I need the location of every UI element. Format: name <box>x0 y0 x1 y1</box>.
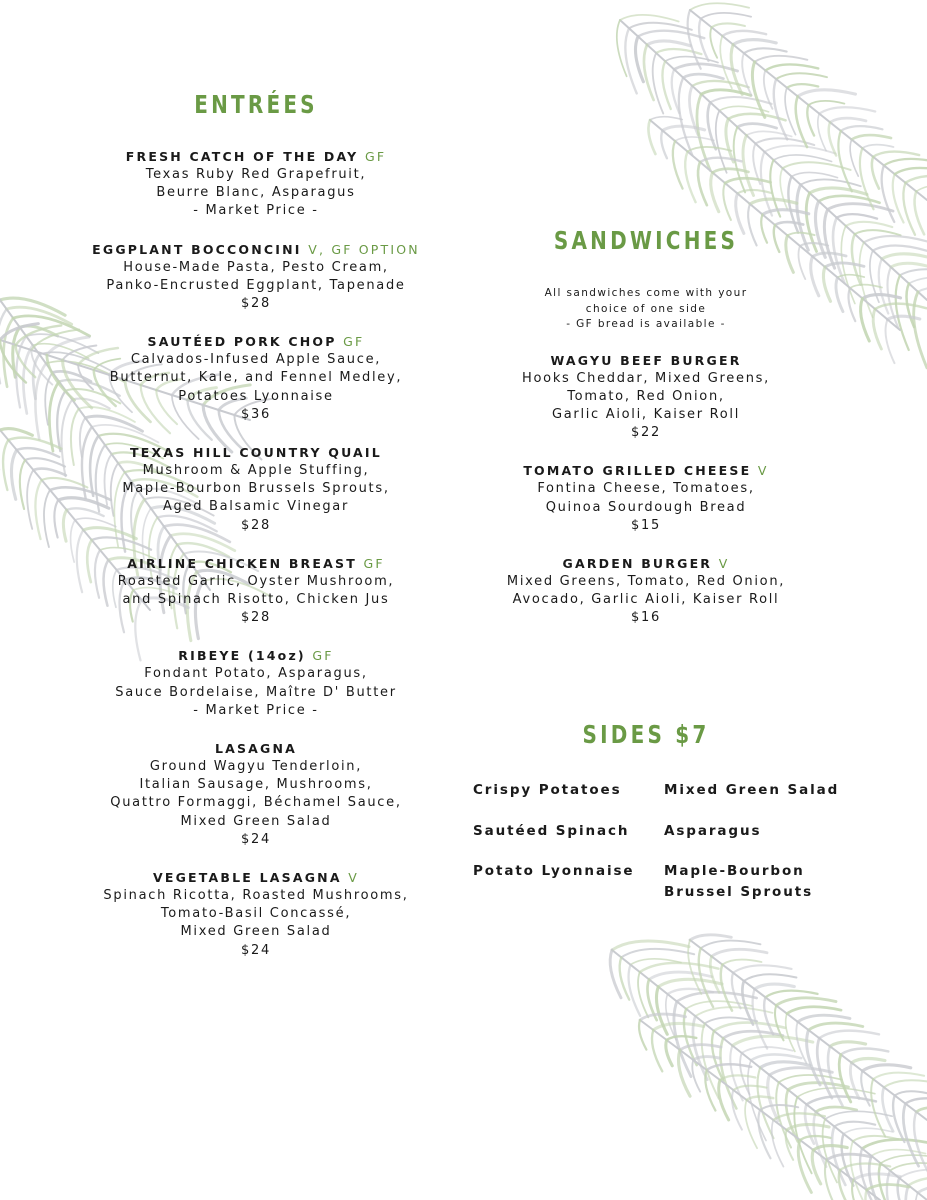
item-description: Tomato-Basil Concassé, <box>160 906 352 922</box>
side-item <box>664 861 864 902</box>
item-description: Italian Sausage, Mushrooms, <box>139 777 373 793</box>
side-item-label: Potato Lyonnaise <box>473 863 635 879</box>
item-name-text: TOMATO GRILLED CHEESE <box>523 463 752 479</box>
item-description: House-Made Pasta, Pesto Cream, <box>123 259 389 275</box>
item-name <box>476 462 816 480</box>
item-description: Garlic Aioli, Kaiser Roll <box>551 406 741 422</box>
side-item-label: Maple-Bourbon <box>664 863 805 879</box>
sandwiches-note <box>476 286 816 333</box>
diet-tag: V, GF OPTION <box>308 241 420 257</box>
item-price: $24 <box>241 831 271 847</box>
item-price: - Market Price - <box>193 702 319 718</box>
note-line: - GF bread is available - <box>566 318 726 330</box>
item-description: and Spinach Risotto, Chicken Jus <box>122 592 390 608</box>
item-description: Texas Ruby Red Grapefruit, <box>145 167 367 182</box>
item-description: Spinach Ricotta, Roasted Mushrooms, <box>103 888 409 904</box>
item-description: Panko-Encrusted Eggplant, Tapenade <box>106 277 406 293</box>
menu-item <box>86 555 426 628</box>
menu-item <box>86 740 426 849</box>
diet-tag: GF <box>312 648 334 664</box>
item-description: Mixed Greens, Tomato, Red Onion, <box>506 573 786 589</box>
side-item-label: Sautéed Spinach <box>473 822 630 839</box>
item-price: $28 <box>241 517 271 533</box>
side-item-label: Brussel Sprouts <box>664 883 814 900</box>
side-item-label: Crispy Potatoes <box>473 782 622 798</box>
item-name-text: SAUTÉED PORK CHOP <box>147 334 337 350</box>
diet-tag: GF <box>364 149 387 164</box>
item-price: $24 <box>241 942 271 958</box>
side-item <box>664 821 864 842</box>
sides-grid <box>473 780 864 902</box>
item-description: Tomato, Red Onion, <box>567 388 725 404</box>
item-name-text: RIBEYE (14oz) <box>178 648 306 664</box>
item-price: $16 <box>631 610 661 626</box>
side-item <box>664 780 864 801</box>
item-name <box>86 148 426 166</box>
item-description: Aged Balsamic Vinegar <box>162 499 350 515</box>
side-item <box>473 861 664 902</box>
diet-tag: GF <box>343 334 365 350</box>
item-name-text: GARDEN BURGER <box>562 555 713 571</box>
note-line: choice of one side <box>585 302 707 315</box>
item-name <box>86 555 426 573</box>
menu-item <box>86 444 426 535</box>
item-description: Butternut, Kale, and Fennel Medley, <box>109 370 403 386</box>
sides-title: SIDES $7 <box>582 720 710 749</box>
side-item <box>473 821 664 842</box>
side-item-label: Mixed Green Salad <box>664 782 840 798</box>
menu-item <box>476 555 816 628</box>
item-description: Avocado, Garlic Aioli, Kaiser Roll <box>512 592 780 608</box>
item-name <box>86 740 426 758</box>
sandwiches-title: SANDWICHES <box>553 226 739 255</box>
branch-bottom-right <box>610 935 927 1200</box>
menu-item <box>86 647 426 720</box>
item-description: Calvados-Infused Apple Sauce, <box>130 352 382 368</box>
item-name-text: VEGETABLE LASAGNA <box>152 870 342 886</box>
item-price: - Market Price - <box>193 203 319 219</box>
sandwiches-column <box>476 224 816 648</box>
item-name-text: WAGYU BEEF BURGER <box>550 352 742 368</box>
item-description: Roasted Garlic, Oyster Mushroom, <box>117 573 395 589</box>
diet-tag: V <box>718 555 730 571</box>
item-price: $28 <box>241 610 271 626</box>
menu-item <box>86 148 426 221</box>
item-description: Quinoa Sourdough Bread <box>545 499 747 515</box>
entrees-column <box>86 88 426 980</box>
item-description: Quattro Formaggi, Béchamel Sauce, <box>110 795 402 811</box>
item-price: $15 <box>631 517 661 533</box>
item-description: Mushroom & Apple Stuffing, <box>142 463 370 479</box>
entrees-title: ENTRÉES <box>194 90 318 119</box>
item-name-text: AIRLINE CHICKEN BREAST <box>127 555 357 571</box>
side-item <box>473 780 664 801</box>
side-item-label: Asparagus <box>664 822 762 839</box>
menu-item <box>476 352 816 443</box>
menu-item <box>86 869 426 960</box>
menu-item <box>86 241 426 314</box>
item-name-text: LASAGNA <box>214 741 298 757</box>
item-name <box>476 352 816 370</box>
item-price: $22 <box>631 425 661 441</box>
item-name <box>86 241 426 259</box>
entrees-list <box>86 148 426 960</box>
item-description: Maple-Bourbon Brussels Sprouts, <box>122 481 390 497</box>
item-name <box>476 555 816 573</box>
item-description: Beurre Blanc, Asparagus <box>156 185 356 201</box>
item-name <box>86 444 426 462</box>
note-line: All sandwiches come with your <box>544 287 748 299</box>
menu-item <box>476 462 816 535</box>
item-description: Fondant Potato, Asparagus, <box>144 666 368 682</box>
item-name <box>86 647 426 665</box>
item-description: Fontina Cheese, Tomatoes, <box>537 481 755 497</box>
item-description: Sauce Bordelaise, Maître D' Butter <box>115 684 397 700</box>
item-price: $36 <box>241 406 271 422</box>
item-description: Mixed Green Salad <box>180 813 332 829</box>
sides-header <box>476 718 816 752</box>
item-description: Hooks Cheddar, Mixed Greens, <box>522 370 770 386</box>
item-description: Potatoes Lyonnaise <box>178 388 334 404</box>
sandwiches-list <box>476 352 816 628</box>
item-name <box>86 869 426 887</box>
menu-item <box>86 333 426 424</box>
diet-tag: V <box>757 463 769 479</box>
item-name-text: TEXAS HILL COUNTRY QUAIL <box>130 445 382 461</box>
diet-tag: V <box>348 870 360 886</box>
item-description: Ground Wagyu Tenderloin, <box>149 759 363 775</box>
item-name-text: FRESH CATCH OF THE DAY <box>125 149 359 164</box>
item-name <box>86 333 426 351</box>
item-name-text: EGGPLANT BOCCONCINI <box>92 241 302 257</box>
item-price: $28 <box>241 296 271 312</box>
diet-tag: GF <box>363 555 385 571</box>
item-description: Mixed Green Salad <box>180 924 332 940</box>
